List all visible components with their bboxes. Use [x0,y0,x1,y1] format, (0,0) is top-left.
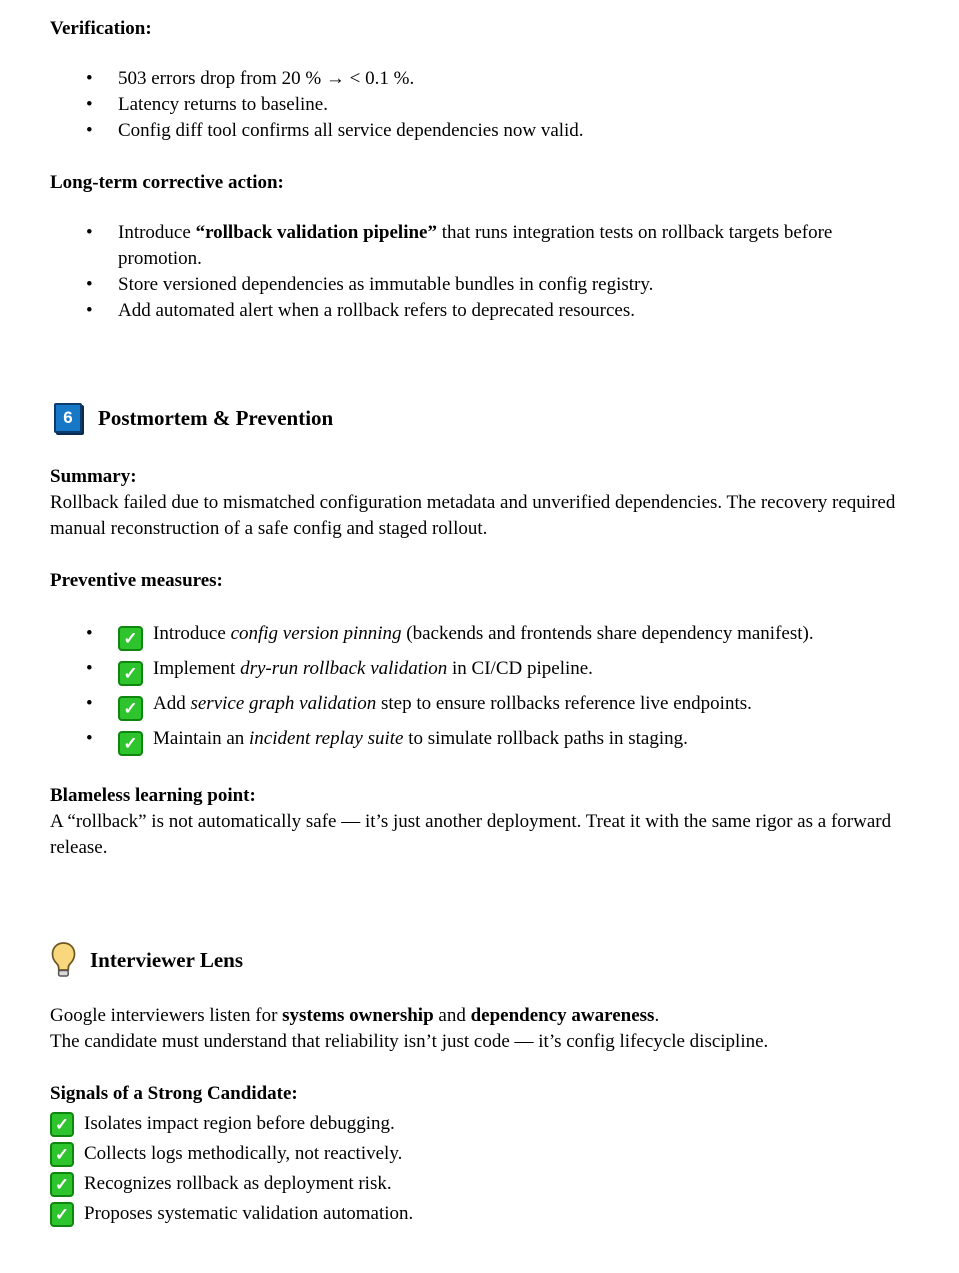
long-term-list [50,220,904,324]
postmortem-heading-row [54,402,904,434]
list-item [50,118,904,144]
interviewer-lens-heading-row [50,941,904,979]
check-glyph: ✓ [123,629,138,648]
blameless-label: Blameless learning point: [50,785,256,806]
list-item [50,272,904,298]
checked-checkbox-icon [50,1112,74,1137]
signal-text: Collects logs methodically, not reactively. [84,1143,403,1164]
signal-row [50,1201,904,1227]
signal-row [50,1141,904,1167]
section-long-term [50,170,904,324]
check-glyph: ✓ [54,1174,70,1194]
postmortem-heading: Postmortem & Prevention [98,406,334,430]
checked-checkbox-icon [50,1202,74,1227]
long-term-heading: Long-term corrective action: [50,172,284,193]
checked-checkbox-icon [118,696,143,721]
list-item-text: Config diff tool confirms all service dependencies now valid. [118,120,584,141]
list-item [50,656,904,686]
signal-text: Proposes systematic validation automation. [84,1203,414,1224]
list-item-text: Maintain an incident replay suite to simulate rollback paths in staging. [153,728,688,749]
section-number-badge: 6 [54,403,82,433]
checked-checkbox-icon [50,1172,74,1197]
interviewer-lens-heading: Interviewer Lens [90,948,243,972]
preventive-measures-list [50,621,904,756]
list-item-text: Introduce config version pinning (backends and frontends share dependency manifest). [153,623,814,644]
list-item [50,92,904,118]
summary-label: Summary: [50,466,137,487]
signal-text: Recognizes rollback as deployment risk. [84,1173,392,1194]
checked-checkbox-icon [118,661,143,686]
interviewer-paragraph-line1: Google interviewers listen for systems ownership and dependency awareness. [50,1005,660,1026]
list-item-text: Introduce “rollback validation pipeline” that runs integration tests on rollback targets before promotion. [118,222,833,269]
list-item [50,691,904,721]
blameless-paragraph: A “rollback” is not automatically safe — it’s just another deployment. Treat it with the same rigor as a forward release. [50,811,892,858]
signal-row [50,1171,904,1197]
list-item-text: Store versioned dependencies as immutable bundles in config registry. [118,274,654,295]
list-item [50,726,904,756]
signal-row [50,1111,904,1137]
check-glyph: ✓ [123,664,138,683]
signals-label: Signals of a Strong Candidate: [50,1083,298,1104]
list-item-text: Implement dry-run rollback validation in CI/CD pipeline. [153,658,593,679]
checked-checkbox-icon [118,626,143,651]
list-item [50,298,904,324]
signal-text: Isolates impact region before debugging. [84,1113,395,1134]
signals-checklist [50,1111,904,1227]
list-item [50,621,904,651]
interviewer-paragraph-line2: The candidate must understand that reliability isn’t just code — it’s config lifecycle discipline. [50,1031,769,1052]
verification-heading: Verification: [50,18,152,39]
lightbulb-icon [50,941,77,979]
section-postmortem [50,402,904,861]
summary-paragraph: Rollback failed due to mismatched configuration metadata and unverified dependencies. The recovery required manual reconstruction of a safe config and staged rollout. [50,492,896,539]
list-item-text: 503 errors drop from 20 % → < 0.1 %. [118,68,415,89]
section-verification [50,16,904,144]
verification-list [50,66,904,144]
list-item-text: Latency returns to baseline. [118,94,328,115]
list-item-text: Add automated alert when a rollback refers to deprecated resources. [118,300,635,321]
checked-checkbox-icon [118,731,143,756]
check-glyph: ✓ [123,699,138,718]
list-item-text: Add service graph validation step to ensure rollbacks reference live endpoints. [153,693,752,714]
check-glyph: ✓ [54,1114,70,1134]
checked-checkbox-icon [50,1142,74,1167]
section-interviewer-lens [50,941,904,1227]
preventive-measures-label: Preventive measures: [50,570,223,591]
list-item [50,220,904,272]
check-glyph: ✓ [54,1204,70,1224]
list-item [50,66,904,92]
check-glyph: ✓ [123,734,138,753]
check-glyph: ✓ [54,1144,70,1164]
